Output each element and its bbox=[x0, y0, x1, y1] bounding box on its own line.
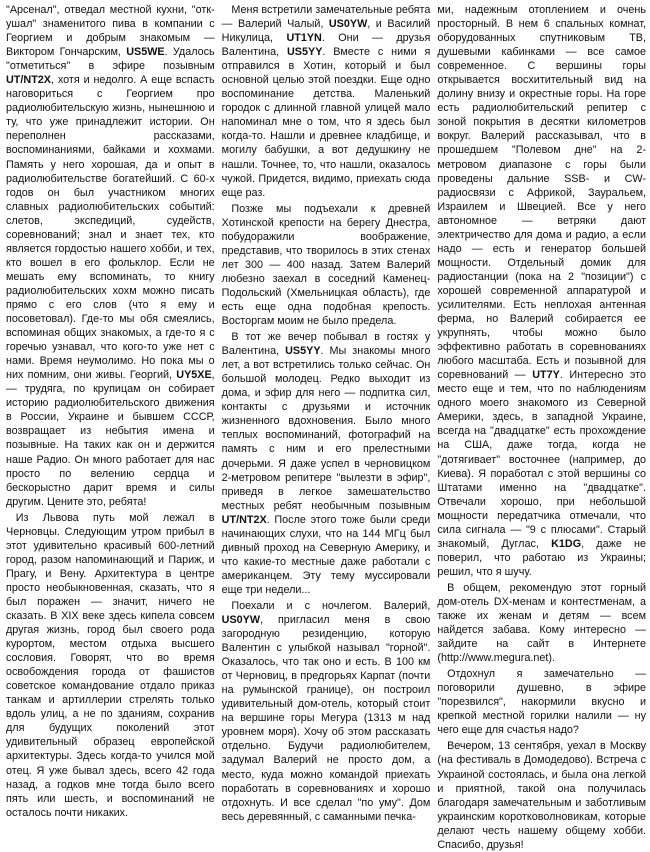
text-run: . Вместе с ними я отправился в Хотин, который и был основной целью этой поездки. Еще одно воспоминание детства. Маленький городок с длинной главной улицей мало напоминал мне о том, что я здесь был когда-то. Нашли и древнее кладбище, и могилу бабушки, а вот дедушкину не нашли. Точнее, то, что нашли, оказалось чужой. Придется, видимо, приехать сюда еще раз. bbox=[221, 46, 431, 199]
article-paragraph bbox=[437, 3, 646, 579]
callsign: UT1YN bbox=[286, 32, 322, 45]
callsign: UT/NT2X bbox=[221, 513, 267, 526]
article-paragraph bbox=[222, 330, 431, 597]
callsign: US5WE bbox=[126, 46, 165, 59]
article-column-2 bbox=[221, 3, 431, 823]
text-run: Позже мы подъехали к древней Хотинской крепости на берегу Днестра, побудоражили воображение, представив, что творилось в этих стенах лет 300 — 400 назад. Затем Валерий любезно заехал в соседний Каменец-Подольский (Хмельницкая область), где есть еще одна подобная крепость. Восторгам моим не было предела. bbox=[221, 202, 431, 328]
callsign: UT/NT2X bbox=[6, 74, 51, 87]
callsign: K1DG bbox=[551, 537, 582, 550]
text-run: . Мы знакомы много лет, а вот встретились только сейчас. Он большой молодец. Редко выходит из дома, и эфир для него — подпитка сил, контакты с друзьями и источник жизненного вдохновения. Было много теплых воспоминаний, фотографий на память с ним и его прелестными дочерьми. Я даже успел в черновицком 2-метровом репитере "вылезти в эфир", приведя в легкое замешательство местных ребят необычным позывным bbox=[221, 345, 431, 512]
text-run: В тот же вечер побывал в гостях у Валентина, bbox=[221, 331, 431, 358]
text-run: . Интересно это место еще и тем, что по наблюдениям одного моего знакомого из Северной Америки, здесь, в западной Украине, всегда на "двадцатке" есть прохождение на США, даже тогда, когда не "дотягивает" восточнее (например, до Киева). Я поработал с этой вершины со Штатами именно на "двадцатке". Отвечали хорошо, при небольшой мощности передатчика отмечали, что сила сигнала — "9 с плюсами". Старый знакомый, Дуглас, bbox=[437, 369, 647, 550]
text-run: , и Василий Никулица, bbox=[221, 18, 431, 45]
text-run: ми, надежным отоплением и очень просторный. В нем 6 спальных комнат, оборудованных спутниковым ТВ, душевыми кабинками — все самое современное. С вершины горы открывается восхитительный вид на долину внизу и окрестные горы. На горе есть радиолюбительский репитер с зоной покрытия в десятки километров вокруг. Валерий рассказывал, что в прошедшем "Полевом дне" на 2-метровом диапазоне с горы были проведены дальние SSB- и CW-радиосвязи с Африкой, Зауральем, Израилем и Швецией. Все у него автономное — ветряки дают электричество для дома и радио, а если надо — есть и генератор большей мощности. Отдельный домик для радиостанции (пока на 2 "позиции") с хорошей современной аппаратурой и усилителями. Есть неплохая антенная ферма, но Валерий собирается ее укрупнять, чтобы можно было эффективно работать в соревнованиях любого масштаба. Есть и позывной для соревнований — bbox=[437, 4, 647, 382]
article-column-1 bbox=[6, 3, 215, 819]
text-run: Поехали и с ночлегом. Валерий, bbox=[231, 599, 431, 612]
text-run: В общем, рекомендую этот горный дом-отель DX-менам и контестменам, а также их женам и детям — всем найдется забава. Кому интересно — зайдите на сайт в Интернете (http://www.megura.net). bbox=[437, 581, 647, 665]
article-paragraph bbox=[437, 667, 646, 737]
callsign: UY5XE bbox=[176, 369, 212, 382]
text-run: Вечером, 13 сентября, уехал в Москву (на фестиваль в Домодедово). Встреча с Украиной состоялась, и была она легкой и приятной, такой она получилась благодаря замечательным и заботливым украинским коротковолновикам, которые делают честь нашему общему хобби. Спасибо, друзья! bbox=[437, 740, 647, 851]
article-paragraph bbox=[222, 202, 431, 328]
text-run: , даже не поверил, что работаю из Украины; решил, что я шучу. bbox=[437, 537, 647, 578]
article-paragraph bbox=[6, 511, 215, 820]
callsign: US0YW bbox=[221, 614, 261, 627]
article-column-3 bbox=[437, 3, 647, 851]
article-paragraph bbox=[6, 3, 215, 509]
text-run: . Они — друзья Валентина, bbox=[221, 32, 431, 59]
text-run: Меня встретили замечательные ребята — Валерий Чалый, bbox=[221, 4, 431, 31]
callsign: US5YY bbox=[285, 345, 321, 358]
article-paragraph bbox=[437, 581, 646, 665]
text-run: . Удалось "отметиться" в эфире позывным bbox=[6, 46, 215, 73]
article-paragraph bbox=[222, 599, 431, 824]
text-run: , пригласил меня в свою загородную резиденцию, которую Валентин с улыбкой называл "горной". Оказалось, что так оно и есть. В 100 км от Черновиц, в предгорьях Карпат (почти на румынской границе), он построил удивительный дом-отель, который стоит на вершине горы Мегура (1313 м над уровнем моря). Хочу об этом рассказать отдельно. Будучи радиолюбителем, задумал Валерий не просто дом, а место, куда можно командой приехать поработать в соревнованиях и хорошо отдохнуть. И все сделал "по уму". Дом весь деревянный, с саманными печка- bbox=[221, 614, 431, 823]
text-run: , — трудяга, по крупицам он собирает историю радиолюбительского движения в России, Украине и бывшем СССР, возвращает из небытия имена и позывные. На таких как он и держится наше Радио. Он много работает для нас просто по велению сердца и бескорыстно дарит время и силы другим. Цените это, ребята! bbox=[6, 369, 215, 508]
text-run: Из Львова путь мой лежал в Черновцы. Следующим утром прибыл в этот удивительно красивый 600-летний город, разом напоминающий и Париж, и Прагу, и Вену. Архитектура в центре просто необыкновенная, сказать, что я был поражен — значит, ничего не сказать. В XIX веке здесь кипела совсем другая жизнь, город был своего рода курортом, местом отдыха высшего сословия. Говорят, что во время освобождения города от фашистов советское командование отдало приказ танкам и артиллерии стрелять только вдоль улиц, а не по зданиям, сохранив для будущих поколений этот удивительный образец европейской архитектуры. Здесь когда-то учился мой отец. Я уже бывал здесь, всего 42 года назад, а годков мне тогда было всего пять или шесть, и воспоминаний не осталось почти никаких. bbox=[6, 511, 215, 819]
callsign: UT7Y bbox=[532, 369, 560, 382]
article-paragraph bbox=[437, 739, 646, 851]
article-paragraph bbox=[222, 3, 431, 200]
text-run: . После этого тоже были среди начинающих слухи, что на 144 МГц был дивный проход на Северную Америку, и что какие-то местные даже работали с американцем. Эту тему муссировали еще три недели... bbox=[221, 513, 431, 596]
text-run: , хотя и недолго. А еще вспасть наговориться с Георгием про радиолюбительскую жизнь, нынешнюю и ту, что уже принадлежит истории. Он переполнен рассказами, воспоминаниями, байками и хохмами. Память у него хорошая, да и опыт в радиолюбительстве богатейший. С 60-х годов он был участником многих славных радиолюбительских событий: слетов, экспедиций, судейств, соревнований; знал и знает тех, кто является гордостью нашего хобби, и тех, кто вошел в его фольклор. Если не мешать ему вспоминать, то книгу радиолюбительских хохм можно писать прямо с его слов (что я ему и посоветовал). Где-то мы обя смеялись, вспоминая общих знакомых, а где-то я с горечью узнавал, что кого-то уже нет с нами. Время неумолимо. Но пока мы о них помним, они живы. Георгий, bbox=[6, 74, 215, 382]
text-run: Отдохнул я замечательно — поговорили душевно, в эфире "порезвился", накормили вкусно и крепкой местной горилки налили — ну чего еще для счастья надо? bbox=[437, 668, 647, 737]
callsign: US0YW bbox=[328, 18, 368, 31]
text-run: "Арсенал", отведал местной кухни, "откушал" знаменитого пива в компании с Георгием и добрым знакомым — Виктором Гончарским, bbox=[6, 4, 215, 59]
callsign: US5YY bbox=[286, 46, 323, 59]
